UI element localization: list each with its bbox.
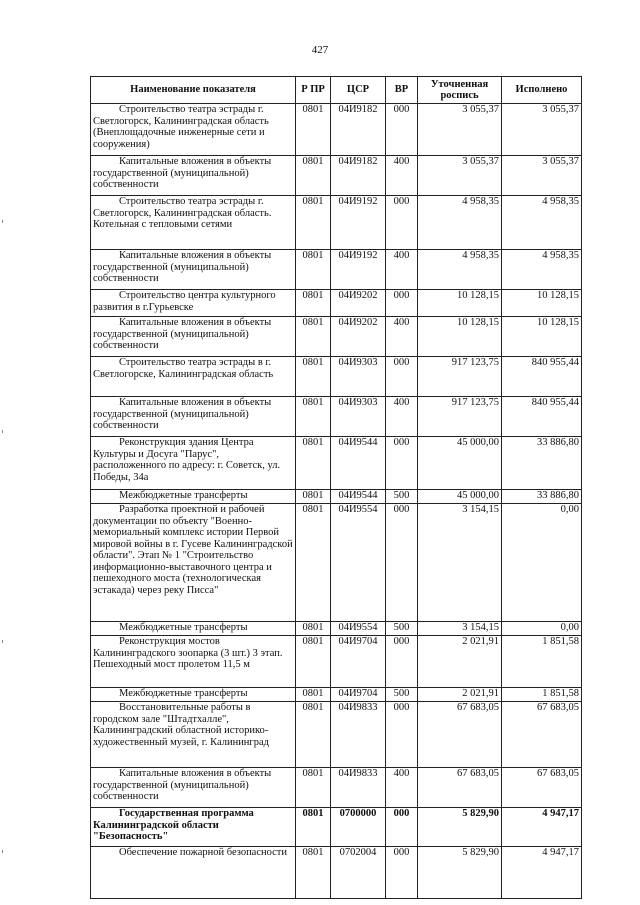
row-name: Государственная программа Калининградской области "Безопасность" <box>91 808 296 847</box>
row-csr: 04И9833 <box>331 768 386 808</box>
row-plan: 4 958,35 <box>418 250 502 290</box>
row-csr: 04И9704 <box>331 636 386 688</box>
row-plan: 3 154,15 <box>418 622 502 636</box>
row-done: 840 955,44 <box>502 397 582 437</box>
table-row <box>91 317 582 357</box>
row-name: Строительство театра эстрады в г. Светлогорске, Калининградская область <box>91 357 296 397</box>
row-done: 1 851,58 <box>502 636 582 688</box>
row-name: Капитальные вложения в объекты государственной (муниципальной) собственности <box>91 768 296 808</box>
row-plan: 4 958,35 <box>418 196 502 250</box>
row-name: Реконструкция мостов Калининградского зоопарка (3 шт.) 3 этап. Пешеходный мост пролетом 11,5 м <box>91 636 296 688</box>
row-plan: 3 154,15 <box>418 504 502 622</box>
row-vr: 000 <box>386 702 418 768</box>
row-rpr: 0801 <box>296 768 331 808</box>
table-row <box>91 156 582 196</box>
row-name: Межбюджетные трансферты <box>91 688 296 702</box>
row-csr: 0700000 <box>331 808 386 847</box>
table-row <box>91 504 582 622</box>
row-csr: 04И9182 <box>331 104 386 156</box>
row-rpr: 0801 <box>296 808 331 847</box>
row-csr: 04И9704 <box>331 688 386 702</box>
row-vr: 000 <box>386 196 418 250</box>
row-done: 3 055,37 <box>502 156 582 196</box>
table-row <box>91 490 582 504</box>
row-name: Капитальные вложения в объекты государственной (муниципальной) собственности <box>91 317 296 357</box>
row-done: 4 958,35 <box>502 196 582 250</box>
row-vr: 000 <box>386 847 418 899</box>
row-vr: 000 <box>386 357 418 397</box>
row-vr: 000 <box>386 104 418 156</box>
table-row <box>91 290 582 317</box>
row-csr: 04И9202 <box>331 317 386 357</box>
row-rpr: 0801 <box>296 104 331 156</box>
row-done: 0,00 <box>502 504 582 622</box>
row-plan: 2 021,91 <box>418 636 502 688</box>
margin-tick <box>2 220 3 223</box>
row-vr: 400 <box>386 250 418 290</box>
row-csr: 04И9554 <box>331 504 386 622</box>
row-name: Обеспечение пожарной безопасности <box>91 847 296 899</box>
row-rpr: 0801 <box>296 688 331 702</box>
row-done: 10 128,15 <box>502 317 582 357</box>
row-csr: 04И9192 <box>331 250 386 290</box>
row-plan: 67 683,05 <box>418 768 502 808</box>
table-header <box>91 77 582 104</box>
row-name: Разработка проектной и рабочей документации по объекту "Военно-мемориальный комплекс истории Первой мировой войны в г. Гусеве Калининградской области". Этап № 1 "Строительство информационно-выставочного центра и пешеходного моста (технологическая эстакада) через реку Писса" <box>91 504 296 622</box>
header-done: Исполнено <box>502 77 582 104</box>
row-done: 67 683,05 <box>502 768 582 808</box>
row-plan: 10 128,15 <box>418 317 502 357</box>
row-plan: 5 829,90 <box>418 847 502 899</box>
header-name: Наименование показателя <box>91 77 296 104</box>
row-rpr: 0801 <box>296 504 331 622</box>
row-rpr: 0801 <box>296 357 331 397</box>
table-row <box>91 688 582 702</box>
row-name: Межбюджетные трансферты <box>91 622 296 636</box>
table-row <box>91 397 582 437</box>
row-vr: 500 <box>386 490 418 504</box>
row-csr: 04И9303 <box>331 357 386 397</box>
row-name: Капитальные вложения в объекты государственной (муниципальной) собственности <box>91 250 296 290</box>
row-plan: 45 000,00 <box>418 490 502 504</box>
row-rpr: 0801 <box>296 250 331 290</box>
row-plan: 3 055,37 <box>418 156 502 196</box>
row-done: 33 886,80 <box>502 490 582 504</box>
row-done: 67 683,05 <box>502 702 582 768</box>
table-row <box>91 702 582 768</box>
row-name: Строительство центра культурного развития в г.Гурьевске <box>91 290 296 317</box>
row-csr: 04И9303 <box>331 397 386 437</box>
row-name: Строительство театра эстрады г. Светлогорск, Калининградская область (Внеплощадочные инженерные сети и сооружения) <box>91 104 296 156</box>
row-rpr: 0801 <box>296 156 331 196</box>
row-plan: 67 683,05 <box>418 702 502 768</box>
table-row <box>91 357 582 397</box>
row-done: 33 886,80 <box>502 437 582 490</box>
row-rpr: 0801 <box>296 622 331 636</box>
table-row <box>91 847 582 899</box>
margin-tick <box>2 430 3 433</box>
table-row <box>91 636 582 688</box>
table-row <box>91 622 582 636</box>
row-csr: 04И9544 <box>331 437 386 490</box>
row-vr: 400 <box>386 768 418 808</box>
table-row <box>91 104 582 156</box>
row-csr: 04И9554 <box>331 622 386 636</box>
row-rpr: 0801 <box>296 196 331 250</box>
row-vr: 000 <box>386 636 418 688</box>
budget-table <box>90 76 582 899</box>
row-csr: 0702004 <box>331 847 386 899</box>
header-rpr: Р ПР <box>296 77 331 104</box>
row-vr: 500 <box>386 622 418 636</box>
row-name: Строительство театра эстрады г. Светлогорск, Калининградская область. Котельная с тепловыми сетями <box>91 196 296 250</box>
row-plan: 10 128,15 <box>418 290 502 317</box>
row-plan: 45 000,00 <box>418 437 502 490</box>
row-vr: 500 <box>386 688 418 702</box>
row-rpr: 0801 <box>296 636 331 688</box>
row-plan: 917 123,75 <box>418 397 502 437</box>
row-name: Восстановительные работы в городском зале "Штадтхалле", Калининградский областной историко-художественный музей, г. Калининград <box>91 702 296 768</box>
row-csr: 04И9202 <box>331 290 386 317</box>
row-vr: 000 <box>386 504 418 622</box>
row-done: 0,00 <box>502 622 582 636</box>
row-name: Межбюджетные трансферты <box>91 490 296 504</box>
row-name: Реконструкция здания Центра Культуры и Досуга "Парус", расположенного по адресу: г. Советск, ул. Победы, 34а <box>91 437 296 490</box>
row-done: 4 947,17 <box>502 808 582 847</box>
row-rpr: 0801 <box>296 437 331 490</box>
row-vr: 000 <box>386 808 418 847</box>
row-done: 840 955,44 <box>502 357 582 397</box>
row-rpr: 0801 <box>296 397 331 437</box>
row-done: 4 947,17 <box>502 847 582 899</box>
row-rpr: 0801 <box>296 702 331 768</box>
row-done: 10 128,15 <box>502 290 582 317</box>
row-rpr: 0801 <box>296 290 331 317</box>
row-rpr: 0801 <box>296 317 331 357</box>
margin-tick <box>2 640 3 643</box>
row-plan: 5 829,90 <box>418 808 502 847</box>
row-rpr: 0801 <box>296 490 331 504</box>
row-csr: 04И9182 <box>331 156 386 196</box>
row-done: 1 851,58 <box>502 688 582 702</box>
row-rpr: 0801 <box>296 847 331 899</box>
header-plan: Уточненная роспись <box>418 77 502 104</box>
row-vr: 000 <box>386 437 418 490</box>
row-csr: 04И9192 <box>331 196 386 250</box>
row-csr: 04И9544 <box>331 490 386 504</box>
row-name: Капитальные вложения в объекты государственной (муниципальной) собственности <box>91 156 296 196</box>
row-vr: 400 <box>386 317 418 357</box>
header-vr: ВР <box>386 77 418 104</box>
row-plan: 917 123,75 <box>418 357 502 397</box>
row-vr: 000 <box>386 290 418 317</box>
table-row <box>91 250 582 290</box>
table-body <box>91 104 582 899</box>
page-number: 427 <box>311 44 329 56</box>
row-plan: 3 055,37 <box>418 104 502 156</box>
header-csr: ЦСР <box>331 77 386 104</box>
row-vr: 400 <box>386 397 418 437</box>
row-done: 3 055,37 <box>502 104 582 156</box>
table-row <box>91 437 582 490</box>
table-row <box>91 196 582 250</box>
row-done: 4 958,35 <box>502 250 582 290</box>
table-row <box>91 768 582 808</box>
row-name: Капитальные вложения в объекты государственной (муниципальной) собственности <box>91 397 296 437</box>
table-row <box>91 808 582 847</box>
row-vr: 400 <box>386 156 418 196</box>
row-plan: 2 021,91 <box>418 688 502 702</box>
row-csr: 04И9833 <box>331 702 386 768</box>
margin-tick <box>2 850 3 853</box>
